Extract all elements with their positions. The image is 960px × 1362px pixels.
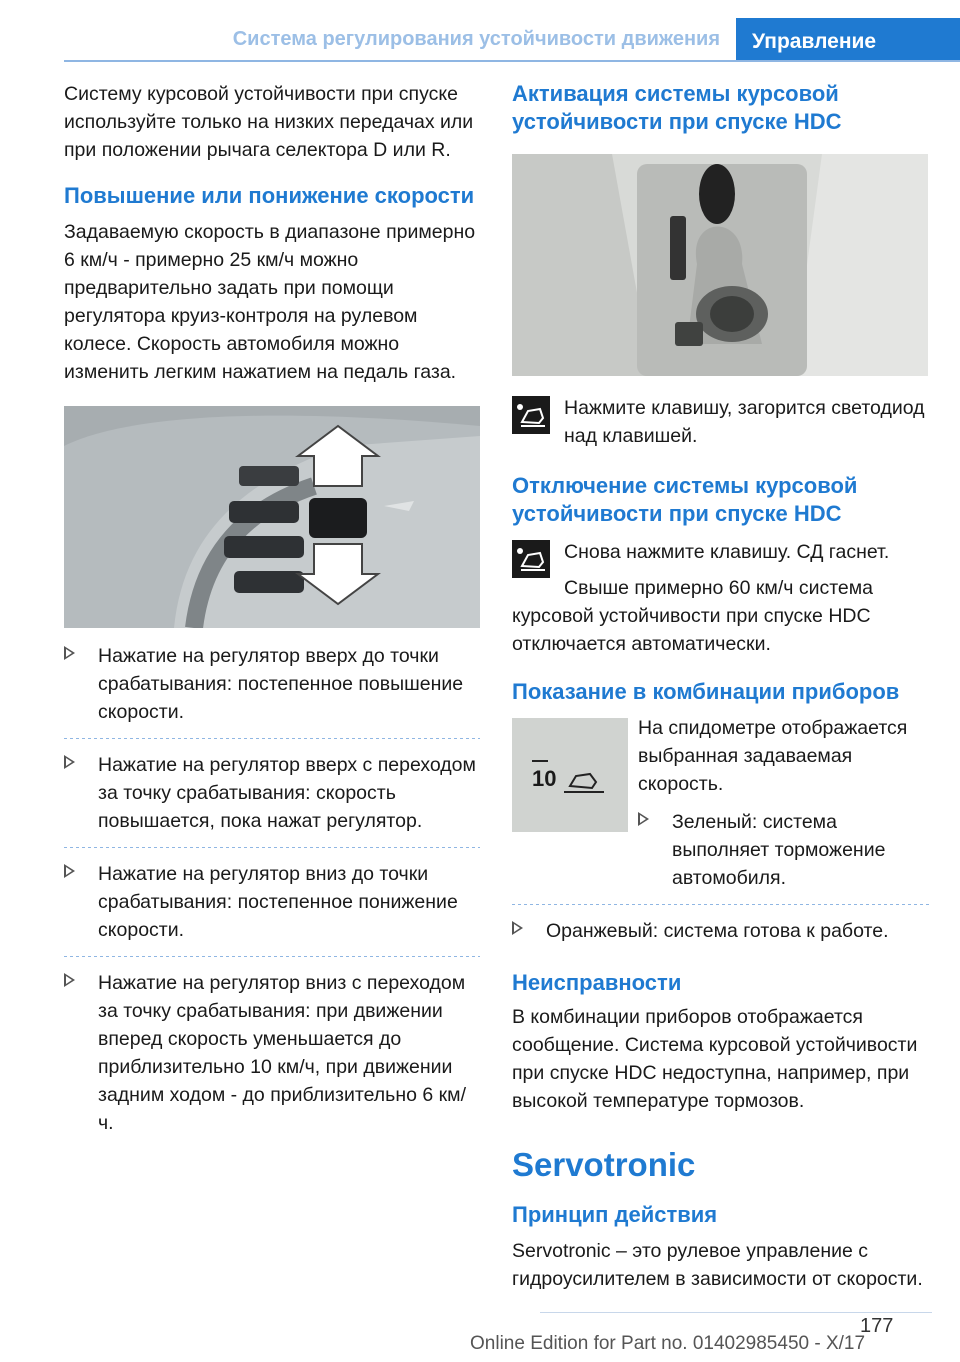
divider	[64, 847, 480, 848]
divider	[64, 738, 480, 739]
header-chapter-tab[interactable]: Управление	[736, 18, 960, 62]
paragraph-faults: В комбинации приборов отображается сообщение. Система курсовой устойчивости при спуске HDC недоступна, например, при высокой температуре тормозов.	[512, 1006, 918, 1112]
divider	[64, 956, 480, 957]
steering-wheel-image	[64, 406, 480, 628]
triangle-bullet-icon	[64, 973, 75, 987]
heading-faults: Неисправности	[512, 970, 682, 995]
footer-rule	[540, 1312, 932, 1313]
hdc-button-icon	[512, 540, 550, 578]
list-item: Нажатие на регулятор вверх до точки срабатывания: постепенное повышение скорости.	[64, 642, 480, 726]
hdc-button-icon	[512, 396, 550, 434]
console-image	[512, 154, 928, 376]
footer-edition: Online Edition for Part no. 01402985450 - X/17	[470, 1333, 866, 1354]
heading-activate: Активация системы курсовой устойчивости при спуске HDC	[512, 81, 842, 134]
heading-servotronic: Servotronic	[512, 1146, 696, 1183]
triangle-bullet-icon	[512, 921, 523, 935]
deactivate-row	[512, 538, 932, 566]
paragraph-deactivate-2: Свыше примерно 60 км/ч система курсовой устойчивости при спуске HDC отключается автоматически.	[512, 577, 874, 655]
paragraph-principle: Servotronic – это рулевое управление с гидроусилителем в зависимости от скорости.	[512, 1240, 923, 1290]
left-column	[64, 80, 480, 1137]
cluster-indicator-image	[512, 718, 628, 832]
paragraph-display: На спидометре отображается выбранная задаваемая скорость.	[638, 717, 908, 795]
heading-principle: Принцип действия	[512, 1202, 718, 1227]
page-number: 177	[860, 1315, 894, 1337]
heading-display: Показание в комбинации приборов	[512, 679, 900, 704]
right-column	[512, 80, 932, 1293]
list-item: Оранжевый: система готова к работе.	[512, 917, 932, 945]
activate-row	[512, 394, 932, 450]
list-item: Нажатие на регулятор вниз с переходом за точку срабатывания: при движении вперед скорость уменьшается до приблизительно 10 км/ч, при движении задним ходом - до приблизительно 6 км/ч.	[64, 969, 480, 1137]
intro-paragraph: Систему курсовой устойчивости при спуске используйте только на низких передачах или при положении рычага селектора D или R.	[64, 83, 474, 161]
paragraph-activate: Нажмите клавишу, загорится светодиод над клавишей.	[564, 397, 925, 447]
triangle-bullet-icon	[64, 755, 75, 769]
triangle-bullet-icon	[64, 864, 75, 878]
divider	[512, 904, 932, 905]
heading-speed: Повышение или понижение скорости	[64, 183, 475, 208]
paragraph-speed: Задаваемую скорость в диапазоне примерно 6 км/ч - примерно 25 км/ч можно предварительно задать при помощи регулятора круиз-контроля на рулевом колесе. Скорость автомобиля можно изменить легким нажатием на педаль газа.	[64, 221, 476, 383]
header-section-title: Система регулирования устойчивости движения	[232, 28, 720, 50]
cluster-speed-value: 10	[532, 766, 557, 791]
display-section	[512, 714, 932, 892]
triangle-bullet-icon	[638, 812, 649, 826]
heading-deactivate: Отключение системы курсовой устойчивости при спуске HDC	[512, 473, 858, 526]
triangle-bullet-icon	[64, 646, 75, 660]
list-item: Зеленый: система выполняет торможение автомобиля.	[638, 808, 932, 892]
header-rule	[64, 60, 960, 62]
list-item: Нажатие на регулятор вверх с переходом за точку срабатывания: скорость повышается, пока нажат регулятор.	[64, 751, 480, 835]
list-item: Нажатие на регулятор вниз до точки срабатывания: постепенное понижение скорости.	[64, 860, 480, 944]
paragraph-deactivate-1: Снова нажмите клавишу. СД гаснет.	[564, 541, 890, 563]
